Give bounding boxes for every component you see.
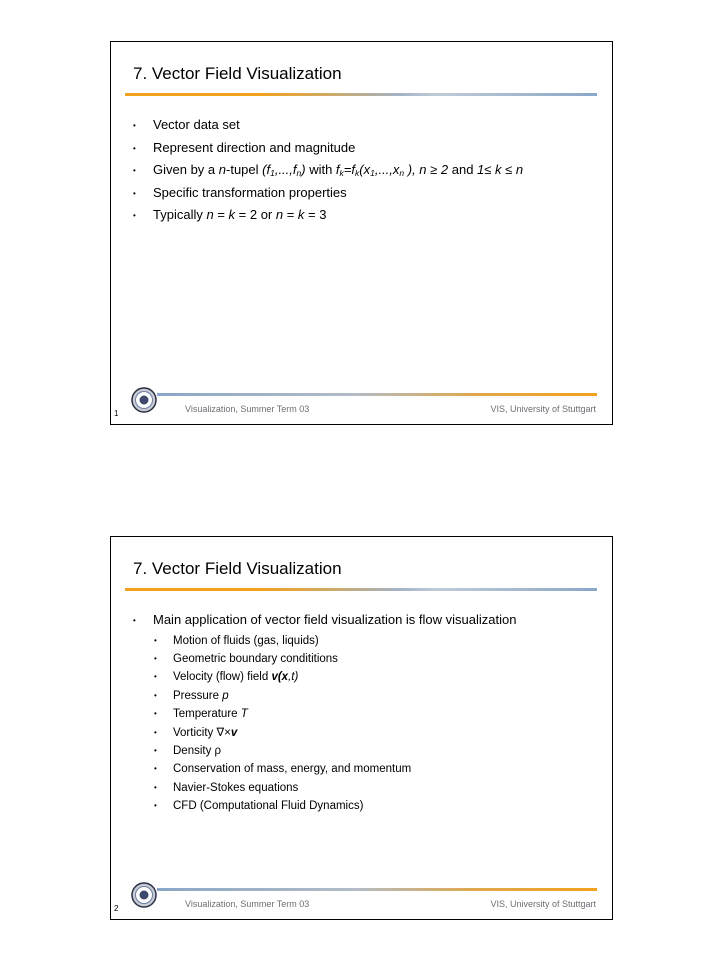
slide-2 [110,536,613,920]
bullet-item: • Main application of vector field visualization is flow visualization [133,609,602,632]
page-number: 1 [114,409,119,418]
footer-institution: VIS, University of Stuttgart [490,404,596,414]
sub-bullet-item: • Vorticity ∇×v [133,724,602,742]
page-number: 2 [114,904,119,913]
title-divider [125,588,597,591]
bullet-item: • Vector data set [133,114,602,137]
title-divider [125,93,597,96]
bullet-list [133,609,602,816]
sub-bullet-item: • Geometric boundary condititions [133,650,602,668]
slide-1 [110,41,613,425]
footer-divider [157,888,597,891]
slide-title: 7. Vector Field Visualization [133,64,342,83]
sub-bullet-item: • Pressure p [133,687,602,705]
university-seal-icon [131,387,157,413]
slide-title: 7. Vector Field Visualization [133,559,342,578]
bullet-list [133,114,602,227]
bullet-item: • Specific transformation properties [133,182,602,205]
footer-institution: VIS, University of Stuttgart [490,899,596,909]
bullet-item: • Represent direction and magnitude [133,137,602,160]
sub-bullet-item: • Velocity (flow) field v(x,t) [133,668,602,686]
bullet-item: • Typically n = k = 2 or n = k = 3 [133,204,602,227]
bullet-item: • Given by a n-tupel $(f_1,...,f_n)$ with $f_k=f_k(x_1,...,x_n$ ), n ≥ 2 and 1≤ k ≤ n [133,159,602,182]
footer-divider [157,393,597,396]
sub-bullet-item: • CFD (Computational Fluid Dynamics) [133,797,602,815]
sub-bullet-item: • Temperature T [133,705,602,723]
sub-bullet-item: • Motion of fluids (gas, liquids) [133,632,602,650]
sub-bullet-item: • Conservation of mass, energy, and momentum [133,760,602,778]
university-seal-icon [131,882,157,908]
footer-course: Visualization, Summer Term 03 [185,899,310,909]
sub-bullet-item: • Navier-Stokes equations [133,779,602,797]
sub-bullet-item: • Density ρ [133,742,602,760]
footer-course: Visualization, Summer Term 03 [185,404,310,414]
